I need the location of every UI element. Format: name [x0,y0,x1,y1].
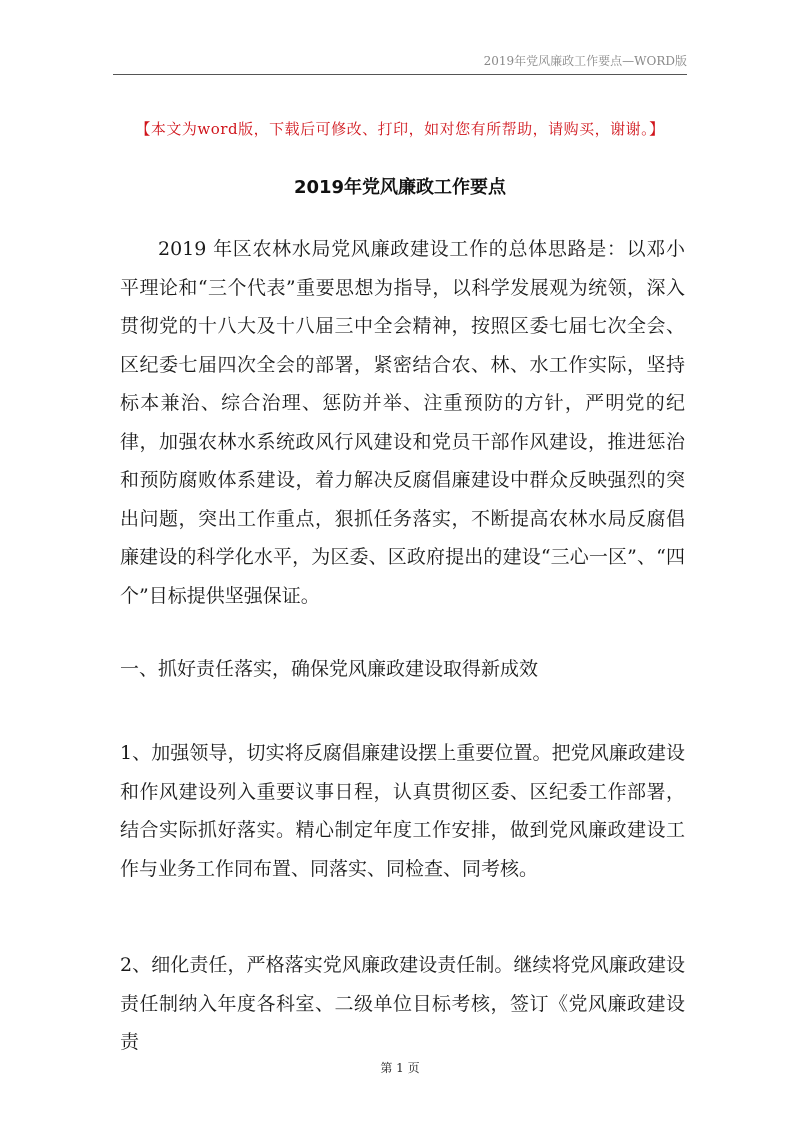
running-header-title: 2019年党风廉政工作要点—WORD版 [483,54,687,68]
running-header [113,52,687,75]
item-paragraph-1: 1、加强领导，切实将反腐倡廉建设摆上重要位置。把党风廉政建设和作风建设列入重要议事日程，认真贯彻区委、区纪委工作部署，结合实际抓好落实。精心制定年度工作安排，做到党风廉政建设工作与业务工作同布置、同落实、同检查、同考核。 [120,742,685,880]
document-title: 2019年党风廉政工作要点 [293,177,507,198]
intro-paragraph: 2019 年区农林水局党风廉政建设工作的总体思路是：以邓小平理论和“三个代表”重要思想为指导，以科学发展观为统领，深入贯彻党的十八大及十八届三中全会精神，按照区委七届七次全会、区纪委七届四次全会的部署，紧密结合农、林、水工作实际，坚持标本兼治、综合治理、惩防并举、注重预防的方针，严明党的纪律，加强农林水系统政风行风建设和党员干部作风建设，推进惩治和预防腐败体系建设，着力解决反腐倡廉建设中群众反映强烈的突出问题，突出工作重点，狠抓任务落实，不断提高农林水局反腐倡廉建设的科学化水平，为区委、区政府提出的建设“三心一区”、“四个”目标提供坚强保证。 [120,238,685,607]
section-heading-1: 一、抓好责任落实，确保党风廉政建设取得新成效 [120,658,539,680]
item-paragraph-2: 2、细化责任，严格落实党风廉政建设责任制。继续将党风廉政建设责任制纳入年度各科室、二级单位目标考核，签订《党风廉政建设责 [120,954,685,1053]
page-footer [0,1059,800,1076]
purchase-notice: 【本文为word版，下载后可修改、打印，如对您有所帮助，请购买，谢谢。】 [135,120,665,138]
page-number: 第 1 页 [380,1061,420,1075]
